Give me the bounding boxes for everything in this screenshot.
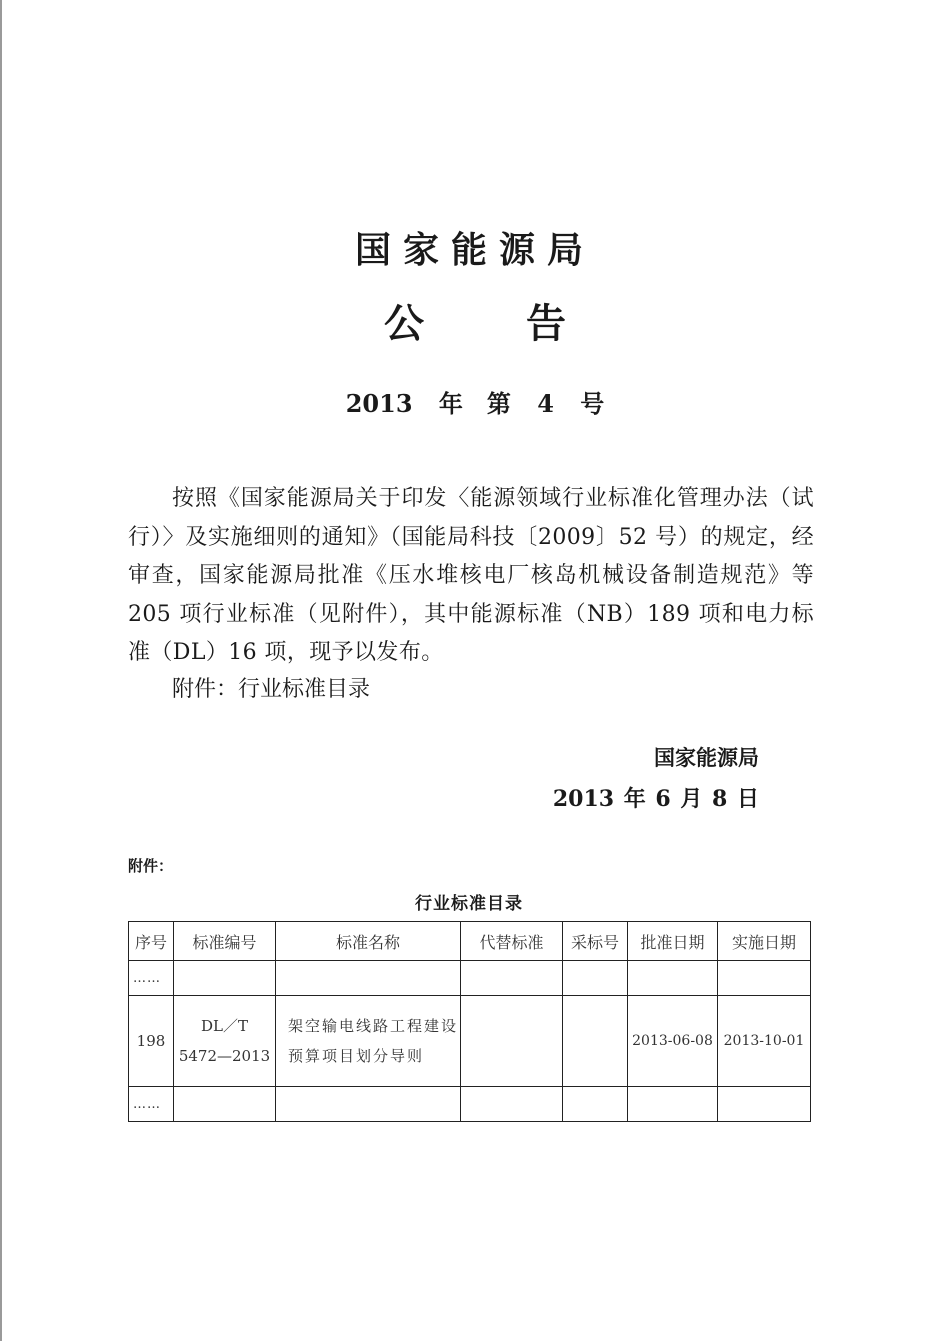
issue-number: 2013 年 第 4 号 (345, 389, 605, 418)
col-header-seq: 序号 (129, 922, 174, 961)
ellipsis-cell: …… (129, 1087, 174, 1122)
row-code-line2: 5472—2013 (178, 1047, 271, 1065)
col-header-code: 标准编号 (174, 922, 276, 961)
col-header-effective: 实施日期 (718, 922, 811, 961)
notice-title: 公 告 (384, 301, 610, 347)
col-header-approved: 批准日期 (628, 922, 718, 961)
table-row (129, 1087, 811, 1122)
table-row (129, 961, 811, 996)
row-code-line1: DL／T (201, 1017, 248, 1035)
row-code (174, 996, 276, 1087)
page-edge-rule (0, 0, 2, 1341)
col-header-name: 标准名称 (276, 922, 461, 961)
row-adopted (563, 996, 628, 1087)
issuing-authority-title: 国家能源局 (354, 230, 595, 271)
attachment-note: 附件：行业标准目录 (172, 677, 371, 702)
announcement-body: 按照《国家能源局关于印发〈能源领域行业标准化管理办法（试行）〉及实施细则的通知》（国能局科技〔2009〕52 号）的规定，经审查，国家能源局批准《压水堆核电厂核岛机械设备制造规范》等 205 项行业标准（见附件），其中能源标准（NB）189 项和电力标准（DL）16 项，现予以发布。 (128, 486, 814, 665)
row-effective: 2013-10-01 (718, 996, 811, 1087)
row-seq: 198 (129, 996, 174, 1087)
appendix-table-title: 行业标准目录 (415, 894, 523, 914)
signature-date: 2013 年 6 月 8 日 (552, 786, 759, 812)
table-row (129, 996, 811, 1087)
col-header-adopted: 采标号 (563, 922, 628, 961)
row-replaces (461, 996, 563, 1087)
ellipsis-cell: …… (129, 961, 174, 996)
standards-table (128, 921, 811, 1122)
signature-org: 国家能源局 (654, 746, 759, 770)
table-header-row (129, 922, 811, 961)
col-header-replaces: 代替标准 (461, 922, 563, 961)
row-name: 架空输电线路工程建设预算项目划分导则 (276, 996, 461, 1087)
row-approved: 2013-06-08 (628, 996, 718, 1087)
appendix-label: 附件： (128, 857, 174, 875)
